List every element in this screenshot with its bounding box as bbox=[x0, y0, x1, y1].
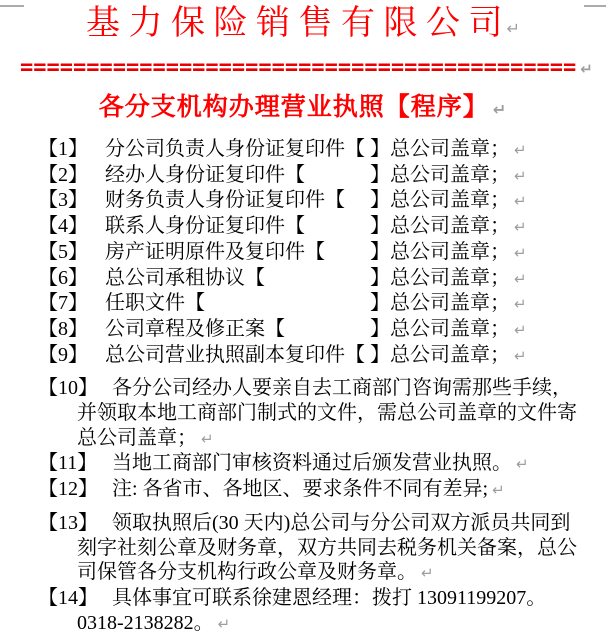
item-number: 【4】 bbox=[38, 215, 88, 238]
paragraph-mark-icon: ↵ bbox=[492, 481, 505, 500]
list-item-wrap-line bbox=[0, 426, 606, 452]
item-number: 【7】 bbox=[38, 292, 88, 315]
item-text: 分公司负责人身份证复印件【 】总公司盖章； bbox=[105, 138, 510, 160]
item-number: 【9】 bbox=[38, 343, 88, 366]
paragraph-mark-icon: ↵ bbox=[580, 60, 593, 78]
paragraph-mark-icon: ↵ bbox=[514, 346, 527, 365]
list-item-line bbox=[0, 214, 606, 240]
paragraph-mark-icon: ↵ bbox=[514, 243, 527, 262]
paragraph-mark-icon: ↵ bbox=[492, 100, 508, 119]
item-number: 【14】 bbox=[38, 586, 98, 609]
company-title bbox=[0, 5, 606, 48]
list-item-line bbox=[0, 266, 606, 292]
list-item-line bbox=[0, 163, 606, 189]
list-item-wrap-line bbox=[0, 611, 606, 636]
item-number: 【12】 bbox=[38, 478, 98, 501]
list-item-line bbox=[0, 511, 606, 536]
page-corner-mark-right bbox=[584, 5, 606, 7]
list-item-line bbox=[0, 291, 606, 317]
list-item-line bbox=[0, 376, 606, 401]
item-number: 【5】 bbox=[38, 240, 88, 263]
red-double-divider bbox=[20, 55, 606, 80]
list-item-line bbox=[0, 137, 606, 163]
paragraph-mark-icon: ↵ bbox=[514, 320, 527, 339]
list-item-wrap-line bbox=[0, 401, 606, 426]
document-title-text: 各分支机构办理营业执照【程序】 bbox=[98, 94, 489, 121]
item-number: 【11】 bbox=[38, 452, 98, 475]
item-text: 注: 各省市、各地区、要求条件不同有差异; bbox=[112, 478, 489, 501]
procedure-list bbox=[0, 137, 606, 636]
divider-equals-text: ========================================== bbox=[20, 55, 577, 80]
paragraph-mark-icon: ↵ bbox=[514, 192, 527, 211]
list-item-line bbox=[0, 477, 606, 503]
paragraph-mark-icon: ↵ bbox=[217, 614, 231, 633]
item-text: 并领取本地工商部门制式的文件，需总公司盖章的文件寄 bbox=[77, 402, 577, 425]
item-number: 【1】 bbox=[38, 138, 88, 160]
paragraph-mark-icon: ↵ bbox=[514, 141, 527, 159]
item-number: 【10】 bbox=[38, 377, 98, 400]
item-number: 【6】 bbox=[38, 266, 88, 289]
paragraph-mark-icon: ↵ bbox=[506, 19, 520, 38]
item-text: 总公司承租协议【 】总公司盖章； bbox=[105, 266, 510, 289]
list-item-line bbox=[0, 317, 606, 343]
item-number: 【13】 bbox=[38, 511, 98, 534]
item-text: 任职文件【 】总公司盖章； bbox=[105, 292, 510, 315]
list-item-wrap-line bbox=[0, 560, 606, 586]
item-text: 经办人身份证复印件【 】总公司盖章； bbox=[105, 163, 510, 186]
list-item-wrap-line bbox=[0, 536, 606, 561]
page-corner-mark-left bbox=[0, 5, 24, 7]
paragraph-mark-icon: ↵ bbox=[514, 269, 527, 288]
list-item-line bbox=[0, 240, 606, 266]
item-text: 刻字社刻公章及财务章，双方共同去税务机关备案，总公 bbox=[77, 536, 577, 559]
item-text: 领取执照后(30 天内)总公司与分公司双方派员共同到 bbox=[112, 511, 571, 534]
paragraph-mark-icon: ↵ bbox=[516, 455, 529, 474]
item-text: 财务负责人身份证复印件【 】总公司盖章； bbox=[105, 189, 510, 212]
item-text: 各分公司经办人要亲自去工商部门咨询需那些手续， bbox=[112, 377, 572, 400]
item-number: 【2】 bbox=[38, 163, 88, 186]
list-item-line bbox=[0, 188, 606, 214]
list-item-line bbox=[0, 586, 606, 611]
item-text: 0318-2138282。 bbox=[77, 611, 214, 634]
paragraph-mark-icon: ↵ bbox=[201, 429, 214, 448]
item-text: 房产证明原件及复印件【 】总公司盖章； bbox=[105, 240, 510, 263]
list-item-line bbox=[0, 343, 606, 369]
paragraph-mark-icon: ↵ bbox=[421, 564, 434, 583]
paragraph-mark-icon: ↵ bbox=[514, 295, 527, 314]
item-number: 【8】 bbox=[38, 317, 88, 340]
list-item-line bbox=[0, 451, 606, 477]
item-number: 【3】 bbox=[38, 189, 88, 212]
item-text: 总公司营业执照副本复印件【 】总公司盖章； bbox=[105, 343, 510, 366]
company-title-text: 基 力 保 险 销 售 有 限 公 司 bbox=[86, 5, 503, 42]
item-text: 具体事宜可联系徐建恩经理：拨打 13091199207。 bbox=[112, 586, 547, 609]
item-text: 司保管各分支机构行政公章及财务章。 bbox=[77, 561, 417, 584]
item-text: 公司章程及修正案【 】总公司盖章； bbox=[105, 317, 510, 340]
item-text: 总公司盖章； bbox=[77, 426, 197, 449]
paragraph-mark-icon: ↵ bbox=[514, 218, 527, 237]
document-title bbox=[0, 94, 606, 124]
item-text: 联系人身份证复印件【 】总公司盖章； bbox=[105, 215, 510, 238]
item-text: 当地工商部门审核资料通过后颁发营业执照。 bbox=[112, 452, 512, 475]
paragraph-mark-icon: ↵ bbox=[514, 166, 527, 185]
